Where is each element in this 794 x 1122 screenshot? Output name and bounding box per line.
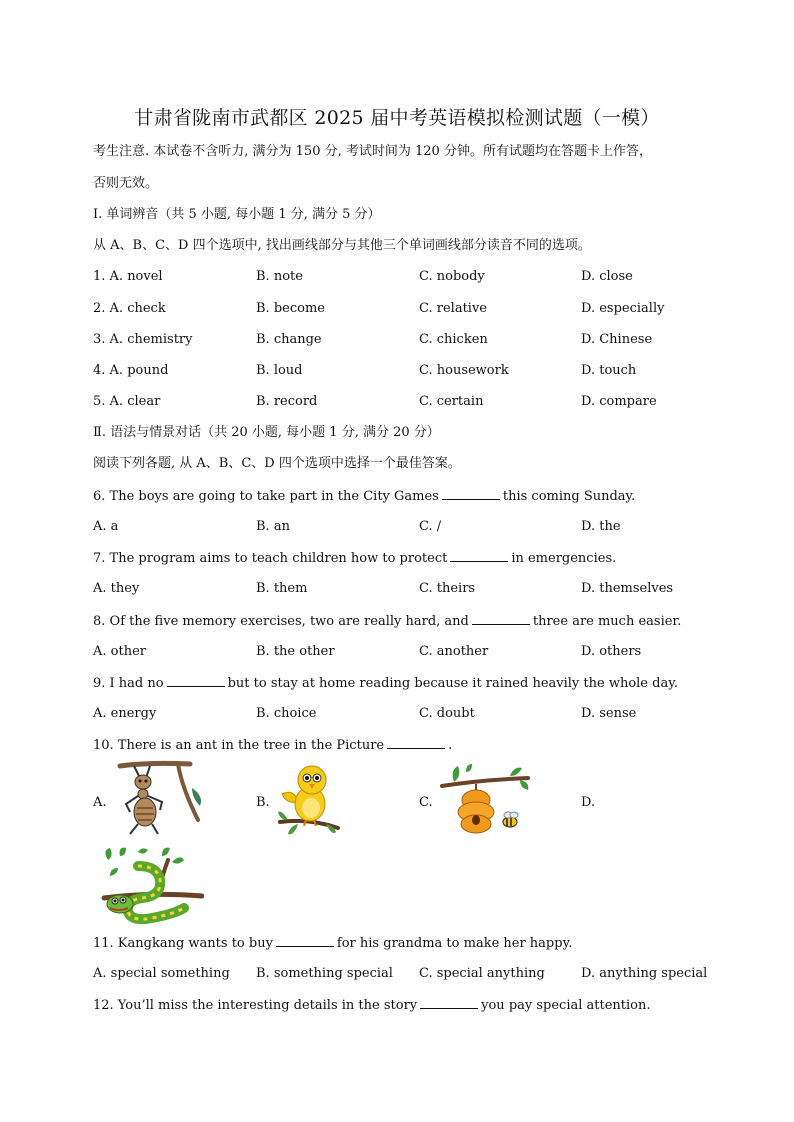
option-b: B. <box>256 795 270 810</box>
answer-blank <box>420 997 478 1009</box>
stem-text: but to stay at home reading because it rained heavily the whole day. <box>227 676 678 691</box>
option-a: A. other <box>93 644 146 659</box>
section-2-heading: Ⅱ. 语法与情景对话（共 20 小题, 每小题 1 分, 满分 20 分） <box>93 425 440 440</box>
ant-on-branch-picture <box>110 758 205 838</box>
option-c: C. doubt <box>419 706 475 721</box>
answer-blank <box>167 675 225 687</box>
option-a: 5. A. clear <box>93 394 161 409</box>
option-c: C. special anything <box>419 966 545 981</box>
stem-text: 12. You’ll miss the interesting details in the story <box>93 998 418 1013</box>
stem-text: . <box>448 738 453 753</box>
option-d: D. <box>581 795 596 810</box>
option-c: C. relative <box>419 301 487 316</box>
option-c: C. <box>419 795 433 810</box>
option-c: C. nobody <box>419 269 485 284</box>
option-c: C. certain <box>419 394 484 409</box>
option-c: C. another <box>419 644 489 659</box>
option-a: 1. A. novel <box>93 269 163 284</box>
option-d: D. compare <box>581 394 657 409</box>
section-2-instruction: 阅读下列各题, 从 A、B、C、D 四个选项中选择一个最佳答案。 <box>93 456 461 471</box>
answer-blank <box>472 613 530 625</box>
option-b: B. something special <box>256 966 393 981</box>
option-a: 2. A. check <box>93 301 166 316</box>
option-b: B. note <box>256 269 303 284</box>
option-d: D. touch <box>581 363 637 378</box>
option-b: B. the other <box>256 644 335 659</box>
stem-text: you pay special attention. <box>481 998 651 1013</box>
question-9-stem <box>93 675 678 692</box>
stem-text: 11. Kangkang wants to buy <box>93 936 273 951</box>
notice-line-1: 考生注意. 本试卷不含听力, 满分为 150 分, 考试时间为 120 分钟。所有试题均在答题卡上作答， <box>93 144 652 159</box>
option-b: B. choice <box>256 706 317 721</box>
option-c: C. chicken <box>419 332 488 347</box>
stem-text: 9. I had no <box>93 676 164 691</box>
option-a: A. a <box>93 519 119 534</box>
answer-blank <box>276 935 334 947</box>
option-d: D. sense <box>581 706 637 721</box>
option-a: A. energy <box>93 706 157 721</box>
answer-blank <box>387 737 445 749</box>
stem-text: this coming Sunday. <box>502 489 636 504</box>
option-a: 4. A. pound <box>93 363 169 378</box>
section-1-heading: I. 单词辨音（共 5 小题, 每小题 1 分, 满分 5 分） <box>93 207 381 222</box>
option-d: D. the <box>581 519 621 534</box>
option-b: B. them <box>256 581 308 596</box>
question-12-stem <box>93 997 651 1014</box>
option-c: C. theirs <box>419 581 476 596</box>
page-title: 甘肃省陇南市武都区 2025 届中考英语模拟检测试题（一模） <box>134 107 660 129</box>
stem-text: 7. The program aims to teach children how to protect <box>93 551 448 566</box>
stem-text: in emergencies. <box>511 551 617 566</box>
option-d: D. especially <box>581 301 665 316</box>
bird-on-branch-picture <box>276 758 342 842</box>
snake-in-tree-picture <box>98 846 204 924</box>
option-a: A. special something <box>93 966 230 981</box>
option-b: B. loud <box>256 363 303 378</box>
question-10-stem <box>93 737 452 754</box>
option-c: C. / <box>419 519 442 534</box>
option-b: B. become <box>256 301 325 316</box>
option-a: A. <box>93 795 107 810</box>
option-d: D. themselves <box>581 581 674 596</box>
question-6-stem <box>93 488 635 505</box>
question-11-stem <box>93 935 572 952</box>
option-b: B. change <box>256 332 322 347</box>
question-7-stem <box>93 550 616 567</box>
option-d: D. close <box>581 269 633 284</box>
option-b: B. record <box>256 394 318 409</box>
notice-line-2: 否则无效。 <box>93 176 159 191</box>
option-d: D. Chinese <box>581 332 653 347</box>
stem-text: 8. Of the five memory exercises, two are really hard, and <box>93 614 469 629</box>
option-a: 3. A. chemistry <box>93 332 193 347</box>
option-d: D. anything special <box>581 966 708 981</box>
section-1-instruction: 从 A、B、C、D 四个选项中, 找出画线部分与其他三个单词画线部分读音不同的选项。 <box>93 238 591 253</box>
option-a: A. they <box>93 581 140 596</box>
option-c: C. housework <box>419 363 509 378</box>
answer-blank <box>450 550 508 562</box>
question-8-stem <box>93 613 681 630</box>
option-b: B. an <box>256 519 290 534</box>
beehive-picture <box>440 762 532 842</box>
answer-blank <box>442 488 500 500</box>
stem-text: 10. There is an ant in the tree in the Picture <box>93 738 385 753</box>
stem-text: for his grandma to make her happy. <box>336 936 573 951</box>
stem-text: three are much easier. <box>532 614 682 629</box>
option-d: D. others <box>581 644 642 659</box>
stem-text: 6. The boys are going to take part in the City Games <box>93 489 439 504</box>
